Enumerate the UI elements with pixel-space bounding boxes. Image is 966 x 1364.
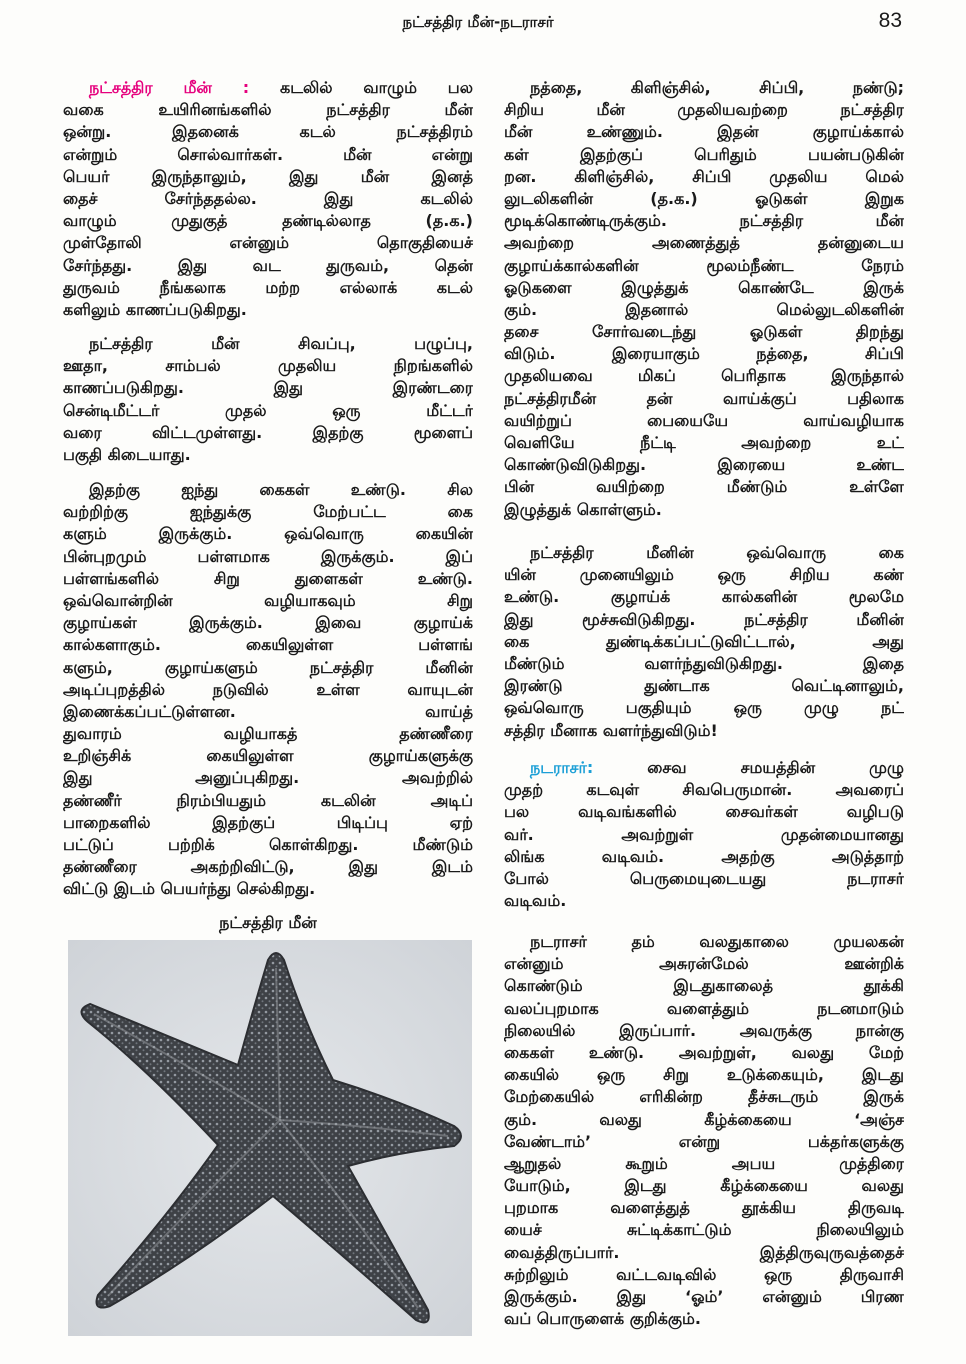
paragraph-lines <box>504 77 904 521</box>
text-line: வற்றிற்கு ஐந்துக்கு மேற்பட்ட கை <box>63 502 473 522</box>
running-title: நட்சத்திர மீன்-நடராசர் <box>402 13 554 31</box>
entry-heading-nataraja: நடராசர்: <box>530 758 594 777</box>
paragraph-lines <box>504 542 904 742</box>
text-line: கையில் ஒரு சிறு உடுக்கையும், இடது <box>504 1065 904 1085</box>
text-line: ஊதா, சாம்பல் முதலிய நிறங்களில் <box>63 356 473 376</box>
text-line: நட்சத்திர மீன் சிவப்பு, பழுப்பு, <box>89 334 473 353</box>
text-line: உறிஞ்சிக் கையிலுள்ள குழாய்களுக்கு <box>63 746 473 766</box>
text-line: பல வடிவங்களில் சைவர்கள் வழிபடு <box>504 802 904 822</box>
text-line: பின் வயிற்றை மீண்டும் உள்ளே <box>504 477 904 497</box>
text-line: குழாய்கள் இருக்கும். இவை குழாய்க் <box>63 613 473 633</box>
starfish-paragraph-3 <box>63 479 473 901</box>
page-number: 83 <box>878 9 902 32</box>
text-line: அடிப்புறத்தில் நடுவில் உள்ள வாயுடன் <box>63 679 473 699</box>
text-line: விடும். இரையாகும் நத்தை, சிப்பி <box>504 344 904 364</box>
text-line: போல் பெருமையுடையது நடராசர் <box>504 868 904 888</box>
text-line: பட்டுப் பற்றிக் கொள்கிறது. மீண்டும் <box>63 835 473 854</box>
text-line: கை துண்டிக்கப்பட்டுவிட்டால், அது <box>504 631 904 651</box>
text-line: வடிவம். <box>504 891 567 911</box>
text-line: வகை உயிரினங்களில் நட்சத்திர மீன் <box>63 100 473 120</box>
text-line: கால்களாகும். கையிலுள்ள பள்ளங் <box>63 635 473 655</box>
text-line: இதற்கு ஐந்து கைகள் உண்டு. சில <box>89 480 473 499</box>
text-line: நிலையில் இருப்பார். அவருக்கு நான்கு <box>504 1020 904 1040</box>
entry-first-line-text: கடலில் வாழும் பல <box>279 78 473 97</box>
text-line: தசை சோர்வடைந்து ஓடுகள் திறந்து <box>504 322 904 342</box>
entry-starfish-paragraph-1 <box>63 77 473 321</box>
text-line: என்றும் சொல்வார்கள். மீன் என்று <box>63 144 473 164</box>
text-line: இது மூச்சுவிடுகிறது. நட்சத்திர மீனின் <box>504 609 904 629</box>
text-line: கொண்டும் இடதுகாலைத் தூக்கி <box>504 976 904 996</box>
text-line: இருக்கும். இது ‘ஓம்’ என்னும் பிரண <box>504 1287 904 1306</box>
entry-first-line <box>63 77 473 99</box>
text-line: பெயர் இருந்தாலும், இது மீன் இனத் <box>63 166 473 186</box>
text-line: வைத்திருப்பார். இத்திருவுருவத்தைச் <box>504 1242 904 1262</box>
text-line: நட்சத்திரமீன் தன் வாய்க்குப் பதிலாக <box>504 388 904 408</box>
starfish-paragraph-2 <box>63 333 473 466</box>
starfish-illustration <box>68 940 472 1336</box>
text-line: பின்புறமும் பள்ளமாக இருக்கும். இப் <box>63 546 473 566</box>
text-line: களும் இருக்கும். ஒவ்வொரு கையின் <box>63 524 473 544</box>
text-line: வாழும் முதுகுத் தண்டில்லாத (த.க.) <box>63 211 473 231</box>
text-line: இரண்டு துண்டாக வெட்டினாலும், <box>504 676 904 696</box>
figure-caption: நட்சத்திர மீன் <box>219 913 317 932</box>
paragraph-lines <box>63 479 473 901</box>
text-line: நத்தை, கிளிஞ்சில், சிப்பி, நண்டு; <box>530 78 904 97</box>
text-line: மேற்கையில் எரிகின்ற தீச்சுடரும் இருக் <box>504 1087 904 1107</box>
text-line: முதற் கடவுள் சிவபெருமான். அவரைப் <box>504 780 904 800</box>
text-line: காணப்படுகிறது. இது இரண்டரை <box>63 378 473 398</box>
text-line: சத்திர மீனாக வளர்ந்துவிடும்! <box>504 720 718 740</box>
text-line: சுற்றிலும் வட்டவடிவில் ஒரு திருவாசி <box>504 1264 904 1284</box>
text-line: கும். இதனால் மெல்லுடலிகளின் <box>504 299 904 319</box>
text-line: கொண்டுவிடுகிறது. இரையை உண்ட <box>504 455 904 475</box>
text-line: களும், குழாய்களும் நட்சத்திர மீனின் <box>63 657 473 677</box>
text-line: லுடலிகளின் (த.க.) ஓடுகள் இறுக <box>504 188 904 208</box>
entry-first-line-text: சைவ சமயத்தின் முழு <box>647 758 904 777</box>
text-line: தண்ணீரை அகற்றிவிட்டு, இது இடம் <box>63 857 473 877</box>
text-line: களிலும் காணப்படுகிறது. <box>63 299 247 319</box>
text-line: ஆறுதல் கூறும் அபய முத்திரை <box>504 1153 904 1173</box>
text-line: பள்ளங்களில் சிறு துளைகள் உண்டு. <box>63 568 473 588</box>
text-line: யோடும், இடது கீழ்க்கையை வலது <box>504 1176 904 1196</box>
text-line: துருவம் நீங்கலாக மற்ற எல்லாக் கடல் <box>63 277 473 297</box>
text-line: தைச் சேர்ந்ததல்ல. இது கடலில் <box>63 188 473 208</box>
text-line: கைகள் உண்டு. அவற்றுள், வலது மேற் <box>504 1042 904 1062</box>
text-line: தண்ணீர் நிரம்பியதும் கடலின் அடிப் <box>63 790 473 810</box>
text-line: லிங்க வடிவம். அதற்கு அடுத்தாற் <box>504 846 904 866</box>
entry-heading-starfish: நட்சத்திர மீன் : <box>89 78 250 97</box>
text-line: மூடிக்கொண்டிருக்கும். நட்சத்திர மீன் <box>504 211 904 231</box>
text-line: இணைக்கப்பட்டுள்ளன. வாய்த் <box>63 701 473 721</box>
entry-nataraja-paragraph-1 <box>504 757 904 912</box>
text-line: ஓடுகளை இழுத்துக் கொண்டே இருக் <box>504 277 904 297</box>
nataraja-paragraph-2 <box>504 931 904 1330</box>
text-line: வெளியே நீட்டி அவற்றை உட் <box>504 433 904 452</box>
entry-first-line <box>504 757 904 779</box>
text-line: பகுதி கிடையாது. <box>63 444 191 464</box>
text-line: முதலியவை மிகப் பெரிதாக இருந்தால் <box>504 366 904 386</box>
text-line: கும். வலது கீழ்க்கையை ‘அஞ்ச <box>504 1109 904 1129</box>
text-line: றன. கிளிஞ்சில், சிப்பி முதலிய மெல் <box>504 166 904 186</box>
text-line: சென்டிமீட்டர் முதல் ஒரு மீட்டர் <box>63 400 473 420</box>
text-line: கள் இதற்குப் பெரிதும் பயன்படுகின் <box>504 144 904 164</box>
text-line: வப் பொருளைக் குறிக்கும். <box>504 1309 701 1329</box>
text-line: ஒன்று. இதனைக் கடல் நட்சத்திரம் <box>63 122 473 142</box>
text-line: ஒவ்வொரு பகுதியும் ஒரு முழு நட் <box>504 698 904 718</box>
starfish-figure <box>68 940 472 1336</box>
text-line: சேர்ந்தது. இது வட துருவம், தென் <box>63 255 473 275</box>
text-line: வர். அவற்றுள் முதன்மையானது <box>504 824 904 844</box>
text-line: மீன் உண்ணும். இதன் குழாய்க்கால் <box>504 122 904 142</box>
text-line: சிறிய மீன் முதலியவற்றை நட்சத்திர <box>504 100 904 120</box>
text-line: மீண்டும் வளர்ந்துவிடுகிறது. இதை <box>504 653 904 673</box>
text-line: உண்டு. குழாய்க் கால்களின் மூலமே <box>504 587 904 607</box>
paragraph-lines <box>63 99 473 321</box>
paragraph-lines <box>63 333 473 466</box>
text-line: வலப்புறமாக வளைத்தும் நடனமாடும் <box>504 998 904 1018</box>
text-line: பாறைகளில் இதற்குப் பிடிப்பு ஏற் <box>63 812 473 832</box>
text-line: துவாரம் வழியாகத் தண்ணீரை <box>63 724 473 744</box>
text-line: வரை விட்டமுள்ளது. இதற்கு மூளைப் <box>63 422 473 442</box>
text-line: நட்சத்திர மீனின் ஒவ்வொரு கை <box>530 543 904 562</box>
paragraph-lines <box>504 931 904 1330</box>
text-line: யின் முனையிலும் ஒரு சிறிய கண் <box>504 565 904 585</box>
text-line: என்னும் அசுரன்மேல் ஊன்றிக் <box>504 954 904 974</box>
text-line: இழுத்துக் கொள்ளும். <box>504 499 662 519</box>
text-line: புறமாக வளைத்துத் தூக்கிய திருவடி <box>504 1198 904 1218</box>
paragraph-lines <box>504 779 904 912</box>
text-line: வயிற்றுப் பையையே வாய்வழியாக <box>504 410 904 430</box>
text-line: முள்தோலி என்னும் தொகுதியைச் <box>63 233 473 253</box>
text-line: நடராசர் தம் வலதுகாலை முயலகன் <box>530 932 904 951</box>
text-line: ஒவ்வொன்றின் வழியாகவும் சிறு <box>63 590 473 610</box>
text-line: யைச் சுட்டிக்காட்டும் நிலையிலும் <box>504 1220 904 1240</box>
starfish-paragraph-5 <box>504 542 904 742</box>
starfish-paragraph-4 <box>504 77 904 521</box>
text-line: குழாய்க்கால்களின் மூலம்நீண்ட நேரம் <box>504 255 904 275</box>
text-line: அவற்றை அணைத்துத் தன்னுடைய <box>504 233 904 253</box>
text-line: வேண்டாம்’ என்று பக்தர்களுக்கு <box>504 1131 904 1151</box>
text-line: விட்டு இடம் பெயர்ந்து செல்கிறது. <box>63 879 316 899</box>
text-line: இது அனுப்புகிறது. அவற்றில் <box>63 768 473 788</box>
